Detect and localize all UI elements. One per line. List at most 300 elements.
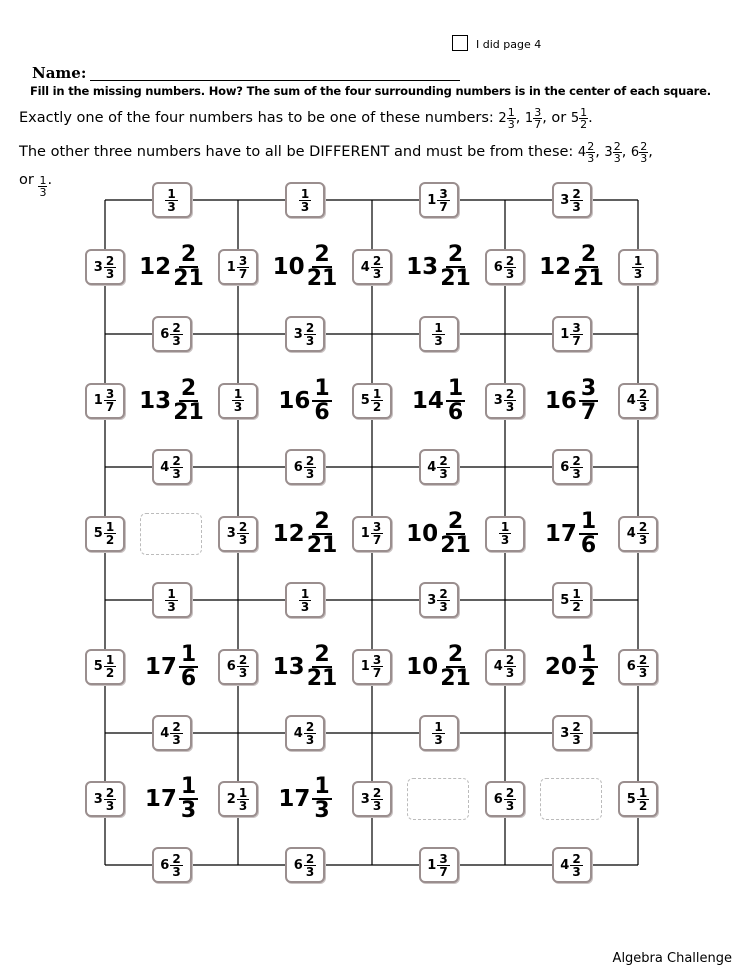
center-sum — [265, 769, 345, 829]
whole-number: 17 — [144, 786, 177, 812]
numerator: 2 — [238, 653, 248, 667]
fraction — [579, 508, 598, 558]
edge-number-vertical[interactable] — [485, 249, 525, 285]
denominator: 3 — [314, 798, 330, 823]
whole-number: 5 — [626, 791, 636, 807]
edge-number-horizontal[interactable] — [552, 715, 592, 751]
denominator: 7 — [372, 533, 382, 547]
numerator: 1 — [500, 520, 510, 534]
whole-number: 20 — [544, 653, 577, 680]
denominator: 6 — [447, 399, 464, 425]
edge-number-vertical[interactable] — [352, 516, 392, 552]
tile-number — [160, 721, 182, 746]
numerator: 2 — [372, 253, 382, 268]
instruction-text: Fill in the missing numbers. How? The sum of the four surrounding numbers is in the center of each square. — [30, 84, 711, 98]
tile-number — [560, 588, 582, 613]
sum-number — [544, 375, 598, 425]
numerator: 2 — [105, 785, 115, 800]
tile-number — [560, 322, 582, 347]
numerator: 2 — [172, 453, 181, 468]
denominator: 3 — [439, 466, 448, 481]
fraction — [165, 588, 177, 613]
numerator: 1 — [314, 774, 330, 799]
denominator: 3 — [572, 199, 581, 214]
whole-number: 12 — [272, 520, 305, 547]
sum-number — [272, 508, 338, 558]
numerator: 3 — [439, 186, 448, 201]
numerator: 2 — [314, 242, 330, 267]
edge-number-vertical[interactable] — [352, 249, 392, 285]
center-sum — [132, 237, 212, 297]
edge-number-horizontal[interactable] — [285, 582, 325, 618]
whole-number: 3 — [93, 259, 103, 275]
fraction — [304, 322, 316, 347]
fraction — [371, 255, 383, 280]
fraction — [104, 388, 116, 413]
numerator: 2 — [572, 186, 581, 201]
edge-number-vertical[interactable] — [218, 516, 258, 552]
whole-number: 3 — [293, 326, 303, 342]
fraction — [437, 853, 449, 878]
edge-number-horizontal[interactable] — [419, 449, 459, 485]
edge-number-horizontal[interactable] — [419, 582, 459, 618]
denominator: 3 — [172, 333, 181, 348]
sum-number — [139, 244, 204, 290]
fraction — [579, 375, 598, 425]
fraction — [432, 721, 444, 746]
fraction — [504, 654, 516, 679]
denominator: 3 — [587, 152, 595, 165]
tile-number — [627, 388, 649, 413]
whole-number: 1 — [226, 259, 236, 275]
denominator: 3 — [638, 666, 648, 680]
denominator: 3 — [238, 533, 248, 547]
sum-number — [539, 244, 604, 290]
edge-number-horizontal[interactable] — [152, 316, 192, 352]
whole-number: 1 — [427, 192, 437, 208]
whole-number: 4 — [493, 659, 503, 674]
fraction — [170, 721, 182, 746]
edge-number-vertical[interactable] — [352, 781, 392, 817]
edge-number-horizontal[interactable] — [285, 182, 325, 218]
denominator: 3 — [500, 533, 510, 547]
edge-number-horizontal[interactable] — [152, 449, 192, 485]
denominator: 3 — [233, 400, 243, 414]
numerator: 1 — [633, 253, 643, 268]
edge-number-vertical[interactable] — [85, 383, 125, 419]
whole-number: 6 — [560, 459, 570, 475]
sum-number — [278, 375, 331, 425]
fraction — [437, 188, 449, 213]
whole-number: 3 — [493, 393, 503, 408]
denominator: 3 — [300, 599, 310, 614]
denominator: 21 — [573, 266, 604, 291]
edge-number-horizontal[interactable] — [285, 715, 325, 751]
center-sum — [532, 371, 612, 431]
fraction — [437, 455, 449, 480]
center-sum — [399, 237, 479, 297]
fraction — [232, 388, 244, 413]
numerator: 2 — [447, 641, 464, 667]
fraction — [104, 654, 116, 679]
tile-number — [294, 721, 316, 746]
center-sum — [265, 504, 345, 564]
denominator: 3 — [300, 199, 310, 214]
numerator: 3 — [238, 253, 248, 268]
whole-number: 3 — [427, 592, 437, 608]
edge-number-horizontal[interactable] — [152, 715, 192, 751]
center-sum — [132, 637, 212, 697]
whole-number: 6 — [226, 659, 236, 674]
fraction — [299, 588, 311, 613]
fraction — [104, 521, 116, 546]
denominator: 3 — [167, 199, 176, 214]
whole-number: 1 — [560, 326, 570, 342]
numerator: 2 — [439, 586, 448, 601]
numerator: 2 — [314, 641, 330, 667]
denominator: 7 — [580, 399, 597, 425]
denominator: 2 — [580, 665, 597, 691]
edge-number-horizontal[interactable] — [285, 847, 325, 883]
edge-number-horizontal[interactable] — [152, 847, 192, 883]
separator: , — [621, 144, 627, 160]
fraction — [306, 641, 338, 691]
numerator: 3 — [105, 387, 115, 401]
whole-number: 5 — [93, 659, 103, 674]
numerator: 1 — [580, 106, 588, 119]
fraction — [371, 787, 383, 812]
tile-number — [427, 853, 449, 878]
denominator: 7 — [572, 333, 581, 348]
center-sum-empty[interactable] — [140, 513, 202, 555]
tile-number — [299, 588, 311, 613]
fraction — [237, 787, 249, 812]
numerator: 1 — [233, 387, 243, 401]
denominator: 21 — [306, 266, 338, 291]
numerator: 1 — [167, 586, 176, 601]
fraction — [570, 588, 582, 613]
denominator: 3 — [638, 400, 648, 414]
tile-number — [160, 455, 182, 480]
tile-number — [294, 853, 316, 878]
fraction — [504, 255, 516, 280]
separator: . — [588, 110, 593, 126]
fraction — [637, 521, 649, 546]
fraction — [446, 375, 465, 425]
tile-number — [361, 388, 383, 413]
tile-number — [94, 255, 116, 280]
fraction — [570, 455, 582, 480]
edge-number-vertical[interactable] — [618, 249, 658, 285]
rule-2-prefix: or — [19, 172, 34, 188]
numerator: 1 — [300, 586, 310, 601]
denominator: 3 — [633, 266, 643, 281]
fraction — [440, 508, 471, 558]
fraction — [170, 455, 182, 480]
whole-number: 6 — [160, 857, 170, 873]
sum-number — [544, 508, 598, 558]
numerator: 2 — [638, 387, 648, 401]
tile-number — [627, 787, 649, 812]
denominator: 3 — [505, 666, 515, 680]
fraction — [170, 322, 182, 347]
whole-number: 17 — [544, 520, 577, 547]
edge-number-vertical[interactable] — [85, 516, 125, 552]
whole-number: 3 — [93, 791, 103, 807]
numerator: 3 — [572, 320, 581, 335]
fraction — [237, 654, 249, 679]
whole-number: 16 — [544, 387, 577, 414]
numerator: 1 — [300, 186, 310, 201]
whole-number: 3 — [560, 192, 570, 208]
fraction — [637, 787, 649, 812]
denominator: 3 — [172, 466, 181, 481]
whole-number: 4 — [626, 393, 636, 408]
whole-number: 4 — [360, 259, 370, 275]
numerator: 1 — [434, 320, 443, 335]
sum-number — [406, 244, 471, 290]
numerator: 1 — [580, 641, 597, 667]
denominator: 3 — [434, 333, 443, 348]
rule-2-text: The other three numbers have to all be DIFFERENT and must be from these: — [19, 144, 574, 160]
fraction — [570, 853, 582, 878]
denominator: 3 — [167, 599, 176, 614]
tile-number — [232, 388, 244, 413]
whole-number: 4 — [160, 725, 170, 741]
denominator: 21 — [440, 532, 471, 558]
edge-number-vertical[interactable] — [618, 781, 658, 817]
fraction — [104, 787, 116, 812]
denominator: 3 — [572, 732, 581, 747]
denominator: 3 — [305, 333, 315, 348]
whole-number: 4 — [577, 145, 587, 160]
denominator: 6 — [314, 399, 330, 425]
tile-number — [361, 521, 383, 546]
fraction — [304, 455, 316, 480]
fraction — [165, 188, 177, 213]
edge-number-horizontal[interactable] — [285, 449, 325, 485]
denominator: 3 — [372, 266, 382, 281]
edge-number-horizontal[interactable] — [552, 582, 592, 618]
edge-number-horizontal[interactable] — [552, 316, 592, 352]
numerator: 2 — [447, 508, 464, 534]
whole-number: 17 — [144, 653, 177, 680]
whole-number: 4 — [626, 526, 636, 541]
denominator: 7 — [439, 864, 448, 879]
fraction — [299, 188, 311, 213]
numerator: 1 — [638, 785, 648, 800]
edge-number-horizontal[interactable] — [419, 182, 459, 218]
numerator: 1 — [572, 586, 581, 601]
whole-number: 4 — [560, 857, 570, 873]
fraction — [173, 244, 204, 290]
denominator: 3 — [638, 533, 648, 547]
whole-number: 1 — [360, 659, 370, 674]
denominator: 3 — [238, 666, 248, 680]
edge-number-vertical[interactable] — [352, 383, 392, 419]
edge-number-vertical[interactable] — [218, 649, 258, 685]
edge-number-horizontal[interactable] — [419, 316, 459, 352]
tile-number — [165, 588, 177, 613]
fraction — [437, 588, 449, 613]
tile-number — [294, 455, 316, 480]
numerator: 2 — [613, 140, 621, 153]
whole-number: 13 — [272, 653, 305, 680]
numerator: 2 — [105, 253, 115, 268]
sum-number — [406, 641, 471, 691]
edge-number-horizontal[interactable] — [552, 847, 592, 883]
tile-number — [361, 654, 383, 679]
numerator: 2 — [587, 140, 595, 153]
denominator: 2 — [638, 798, 648, 813]
center-sum-empty[interactable] — [407, 778, 469, 820]
numerator: 1 — [39, 174, 47, 187]
whole-number: 5 — [560, 592, 570, 608]
edge-number-vertical[interactable] — [352, 649, 392, 685]
edge-number-vertical[interactable] — [618, 516, 658, 552]
tile-number — [560, 188, 582, 213]
edge-number-vertical[interactable] — [85, 249, 125, 285]
tile-number — [560, 455, 582, 480]
center-sum — [399, 637, 479, 697]
whole-number: 4 — [293, 725, 303, 741]
whole-number: 13 — [139, 387, 172, 414]
denominator: 21 — [306, 665, 338, 691]
tile-number — [494, 388, 516, 413]
edge-number-horizontal[interactable] — [419, 715, 459, 751]
denominator: 7 — [105, 400, 115, 414]
center-sum-empty[interactable] — [540, 778, 602, 820]
edge-number-horizontal[interactable] — [552, 182, 592, 218]
whole-number: 14 — [411, 387, 444, 414]
fraction — [304, 721, 316, 746]
whole-number: 6 — [160, 326, 170, 342]
denominator: 3 — [572, 864, 581, 879]
denominator: 21 — [173, 399, 204, 425]
denominator: 3 — [640, 152, 648, 165]
denominator: 3 — [238, 798, 248, 813]
numerator: 3 — [372, 653, 382, 667]
edge-number-vertical[interactable] — [618, 383, 658, 419]
whole-number: 3 — [560, 725, 570, 741]
fraction — [504, 388, 516, 413]
edge-number-vertical[interactable] — [485, 781, 525, 817]
tile-number — [94, 521, 116, 546]
denominator: 3 — [439, 599, 448, 614]
denominator: 3 — [180, 798, 197, 823]
edge-number-horizontal[interactable] — [419, 847, 459, 883]
numerator: 2 — [172, 320, 181, 335]
edge-number-vertical[interactable] — [485, 649, 525, 685]
tile-number — [94, 787, 116, 812]
denominator: 3 — [505, 400, 515, 414]
whole-number: 6 — [293, 459, 303, 475]
numerator: 1 — [434, 719, 443, 734]
fraction — [173, 375, 204, 425]
center-sum — [265, 371, 345, 431]
edge-number-vertical[interactable] — [85, 781, 125, 817]
fraction — [637, 388, 649, 413]
center-sum — [532, 237, 612, 297]
numerator: 2 — [505, 785, 515, 800]
tile-number — [427, 455, 449, 480]
fraction — [179, 641, 198, 691]
whole-number: 17 — [278, 786, 311, 812]
edge-number-vertical[interactable] — [218, 249, 258, 285]
denominator: 3 — [305, 864, 315, 879]
whole-number: 1 — [360, 526, 370, 541]
edge-number-horizontal[interactable] — [285, 316, 325, 352]
center-sum — [132, 769, 212, 829]
denominator: 21 — [440, 266, 471, 291]
numerator: 1 — [180, 774, 197, 799]
footer-title: Algebra Challenge — [612, 951, 732, 966]
tile-number — [94, 388, 116, 413]
tile-number — [432, 322, 444, 347]
edge-number-horizontal[interactable] — [152, 582, 192, 618]
numerator: 2 — [305, 851, 315, 866]
edge-number-vertical[interactable] — [218, 383, 258, 419]
numerator: 1 — [580, 508, 597, 534]
fraction — [312, 375, 331, 425]
denominator: 3 — [105, 798, 115, 813]
numerator: 1 — [507, 106, 515, 119]
numerator: 2 — [580, 242, 597, 267]
fraction — [371, 521, 383, 546]
fraction — [432, 322, 444, 347]
fraction — [312, 776, 331, 822]
denominator: 7 — [534, 118, 542, 131]
numerator: 3 — [439, 851, 448, 866]
edge-number-vertical[interactable] — [85, 649, 125, 685]
denominator: 21 — [173, 266, 204, 291]
whole-number: 1 — [427, 857, 437, 873]
tile-number — [227, 654, 249, 679]
denominator: 3 — [305, 732, 315, 747]
denominator: 7 — [439, 199, 448, 214]
numerator: 2 — [505, 387, 515, 401]
tile-number — [432, 721, 444, 746]
edge-number-vertical[interactable] — [218, 781, 258, 817]
fraction — [499, 521, 511, 546]
tile-number — [494, 787, 516, 812]
whole-number: 4 — [160, 459, 170, 475]
numerator: 2 — [372, 785, 382, 800]
checkbox-label: I did page 4 — [476, 38, 542, 51]
denominator: 21 — [306, 532, 338, 558]
tile-number — [427, 188, 449, 213]
fraction — [440, 244, 471, 290]
denominator: 6 — [580, 532, 597, 558]
edge-number-vertical[interactable] — [618, 649, 658, 685]
center-sum — [532, 504, 612, 564]
tile-number — [227, 521, 249, 546]
edge-number-horizontal[interactable] — [152, 182, 192, 218]
edge-number-horizontal[interactable] — [552, 449, 592, 485]
denominator: 3 — [572, 466, 581, 481]
denominator: 2 — [105, 533, 115, 547]
denominator: 3 — [505, 798, 515, 813]
numerator: 3 — [372, 520, 382, 534]
whole-number: 13 — [406, 254, 439, 280]
denominator: 3 — [305, 466, 315, 481]
edge-number-vertical[interactable] — [485, 383, 525, 419]
edge-number-vertical[interactable] — [485, 516, 525, 552]
denominator: 3 — [172, 732, 181, 747]
separator: . — [47, 172, 53, 188]
whole-number: 6 — [493, 791, 503, 807]
denominator: 2 — [572, 599, 581, 614]
